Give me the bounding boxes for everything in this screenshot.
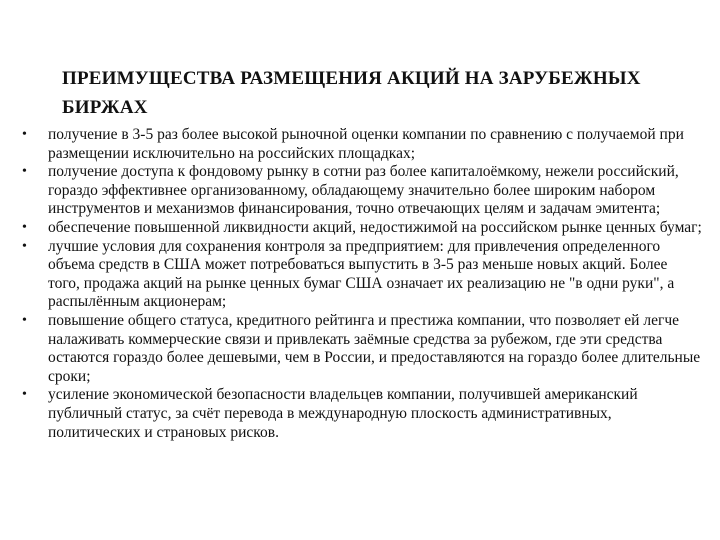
- list-item: [22, 238, 702, 312]
- list-item: [22, 126, 702, 163]
- bullet-text: обеспечение повышенной ликвидности акций, недостижимой на российском рынке ценных бумаг;: [48, 218, 702, 236]
- bullet-icon: •: [22, 238, 27, 254]
- bullet-icon: •: [22, 312, 27, 328]
- list-item: [22, 386, 702, 442]
- bullet-list: [22, 126, 702, 442]
- bullet-text: усиление экономической безопасности владельцев компании, получившей американский публичный статус, за счёт перевода в международную плоскость административных, политических и страновых рисков.: [48, 386, 638, 441]
- slide-title: ПРЕИМУЩЕСТВА РАЗМЕЩЕНИЯ АКЦИЙ НА ЗАРУБЕЖНЫХ БИРЖАХ: [62, 68, 641, 118]
- bullet-text: получение доступа к фондовому рынку в сотни раз более капиталоёмкому, нежели российский, гораздо эффективнее организованному, обладающему значительно более широким набором инструментов и механизмов финансирования, точно отвечающих целям и задачам эмитента;: [48, 163, 679, 218]
- bullet-icon: •: [22, 219, 27, 235]
- list-item: [22, 163, 702, 219]
- bullet-text: лучшие условия для сохранения контроля за предприятием: для привлечения определенного объема средств в США может потребоваться выпустить в 3-5 раз меньше новых акций. Более того, продажа акций на рынке ценных бумаг США означает их реализацию не "в одни руки", а распылённым акционерам;: [48, 237, 675, 311]
- bullet-text: повышение общего статуса, кредитного рейтинга и престижа компании, что позволяет ей легче налаживать коммерческие связи и привлекать заёмные средства за рубежом, где эти средства остаются гораздо более дешевыми, чем в России, и предоставляются на гораздо более длительные сроки;: [48, 311, 701, 385]
- bullet-icon: •: [22, 164, 27, 180]
- list-item: [22, 219, 702, 238]
- list-item: [22, 312, 702, 386]
- bullet-text: получение в 3-5 раз более высокой рыночной оценки компании по сравнению с получаемой при размещении исключительно на российских площадках;: [48, 126, 684, 162]
- bullet-icon: •: [22, 387, 27, 403]
- bullet-icon: •: [22, 127, 27, 142]
